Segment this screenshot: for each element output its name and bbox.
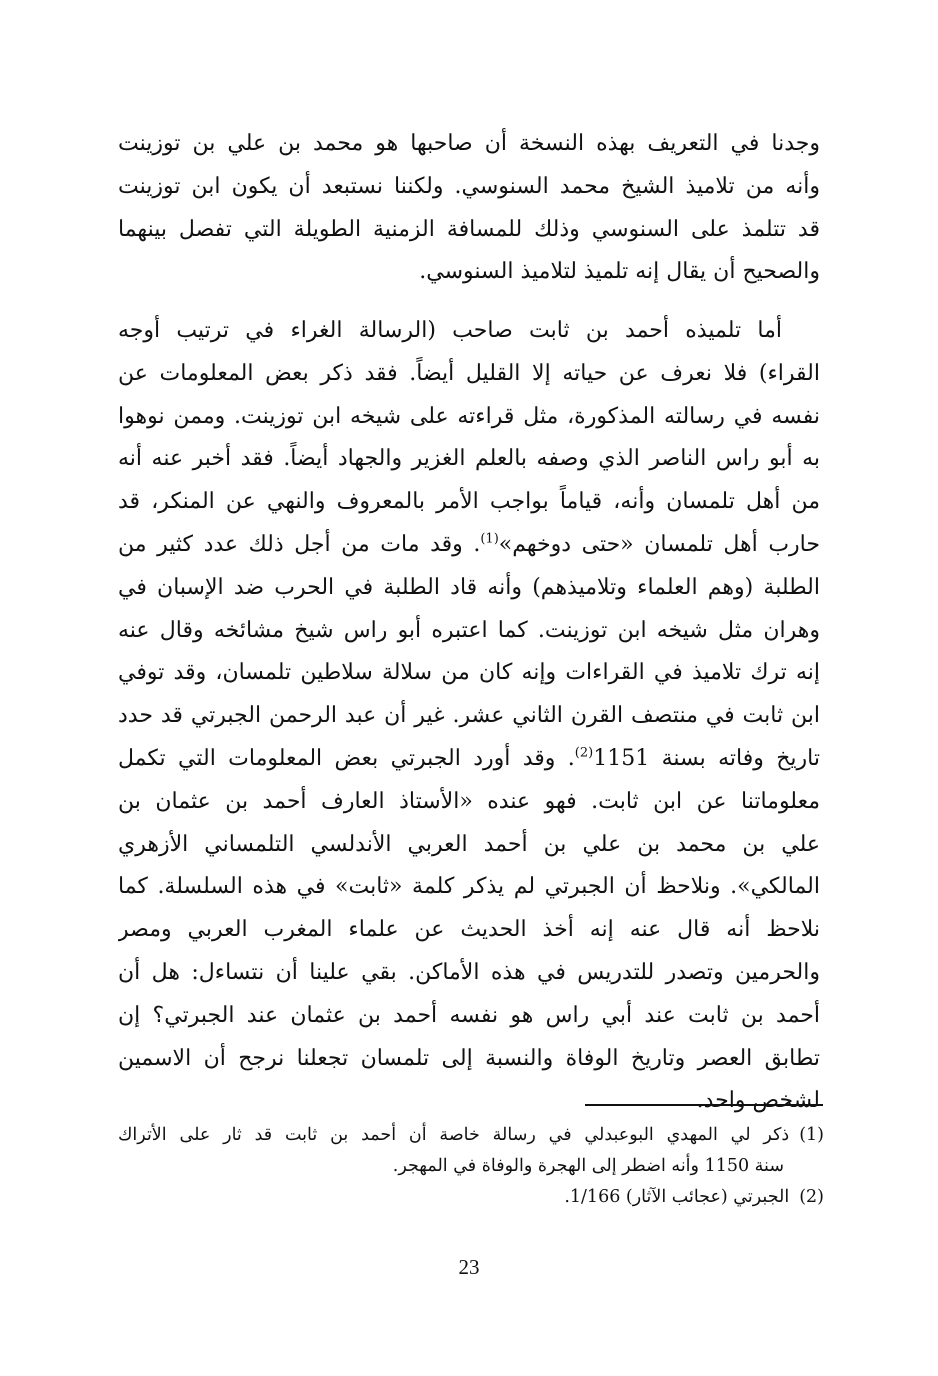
footnote-ref-2[interactable]: (2): [574, 745, 594, 761]
footnote-text: ذكر لي المهدي البوعبدلي في رسالة خاصة أن أحمد بن ثابت قد ثار على الأتراك: [118, 1125, 790, 1145]
footnote-separator: [585, 1104, 823, 1106]
text-line: علي بن محمد بن علي بن أحمد العربي الأندلسي التلمساني الأزهري: [118, 831, 820, 857]
footnote-text: الجبرتي (عجائب الآثار) 1/166.: [564, 1187, 790, 1207]
footnotes: [118, 1120, 824, 1213]
text-line: نلاحظ أنه قال عنه إنه أخذ الحديث عن علماء المغرب العربي ومصر: [118, 917, 820, 943]
text-segment: تاريخ وفاته بسنة 1151: [593, 745, 820, 771]
text-line: والصحيح أن يقال إنه تلميذ لتلاميذ السنوسي.: [419, 259, 820, 285]
text-line: نفسه في رسالته المذكورة، مثل قراءته على شيخه ابن توزينت. وممن نوهوا: [118, 403, 820, 429]
text-line: وهران مثل شيخه ابن توزينت. كما اعتبره أبو راس شيخ مشائخه وقال عنه: [118, 617, 820, 643]
text-line: معلوماتنا عن ابن ثابت. فهو عنده «الأستاذ العارف أحمد بن عثمان بن: [118, 788, 820, 814]
text-line: من أهل تلمسان وأنه، قياماً بواجب الأمر بالمعروف والنهي عن المنكر، قد: [118, 489, 820, 515]
text-line: أما تلميذه أحمد بن ثابت صاحب (الرسالة الغراء في ترتيب أوجه: [118, 318, 782, 343]
text-line: تطابق العصر وتاريخ الوفاة والنسبة إلى تلمسان تجعلنا نرجح أن الاسمين: [118, 1045, 820, 1071]
footnote-number: (1): [799, 1125, 824, 1145]
text-line: ابن ثابت في منتصف القرن الثاني عشر. غير أن عبد الرحمن الجبرتي قد حدد: [118, 703, 820, 729]
paragraph-1: [118, 123, 820, 294]
text-line: به أبو راس الناصر الذي وصفه بالعلم الغزير والجهاد أيضاً. فقد أخبر عنه أنه: [118, 446, 820, 472]
footnote-1-continuation: سنة 1150 وأنه اضطر إلى الهجرة والوفاة في المهجر.: [392, 1156, 784, 1176]
text-line: وجدنا في التعريف بهذه النسخة أن صاحبها هو محمد بن علي بن توزينت: [118, 131, 820, 156]
text-segment: . وقد مات من أجل ذلك عدد كثير من: [118, 531, 481, 557]
text-line: وأنه من تلاميذ الشيخ محمد السنوسي. ولكننا نستبعد أن يكون ابن توزينت: [118, 173, 820, 199]
text-line-with-footnote-2: [118, 738, 820, 781]
text-line: الطلبة (وهم العلماء وتلاميذهم) وأنه قاد الطلبة في الحرب ضد الإسبان في: [118, 574, 820, 600]
paragraph-2: [118, 310, 820, 1123]
text-line: أحمد بن ثابت عند أبي راس هو نفسه أحمد بن عثمان عند الجبرتي؟ إن: [118, 1002, 820, 1028]
text-segment: . وقد أورد الجبرتي بعض المعلومات التي تكمل: [118, 745, 575, 771]
footnote-1: [118, 1120, 824, 1151]
text-line: القراء) فلا نعرف عن حياته إلا القليل أيضاً. فقد ذكر بعض المعلومات عن: [118, 360, 820, 386]
footnote-2: [118, 1182, 824, 1213]
text-line: والحرمين وتصدر للتدريس في هذه الأماكن. بقي علينا أن نتساءل: هل أن: [118, 959, 820, 985]
text-line: إنه ترك تلاميذ في القراءات وإنه كان من سلالة سلاطين تلمسان، وقد توفي: [118, 660, 820, 686]
text-line: المالكي». ونلاحظ أن الجبرتي لم يذكر كلمة «ثابت» في هذه السلسلة. كما: [118, 874, 820, 900]
text-line: قد تتلمذ على السنوسي وذلك للمسافة الزمنية الطويلة التي تفصل بينهما: [118, 216, 820, 242]
footnote-number: (2): [799, 1187, 824, 1207]
page-number: 23: [458, 1255, 480, 1279]
footnote-ref-1[interactable]: (1): [480, 531, 499, 547]
text-segment: حارب أهل تلمسان «حتى دوخهم»: [498, 531, 820, 557]
text-line: لشخص واحد.: [696, 1088, 820, 1114]
text-line-with-footnote-1: [118, 524, 820, 567]
